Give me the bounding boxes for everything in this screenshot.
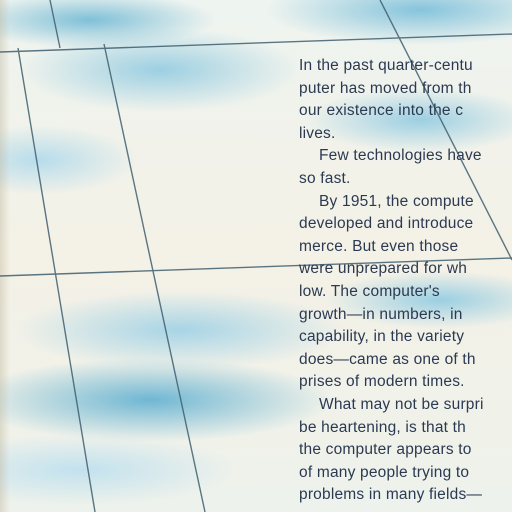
text-line: lives. [299, 124, 336, 142]
text-line: low. The computer's [299, 282, 440, 300]
text-line: capability, in the variety [299, 328, 465, 346]
text-line: Few technologies have [319, 147, 482, 165]
paragraph-1 [299, 55, 512, 145]
text-line: By 1951, the compute [319, 192, 474, 210]
text-line: merce. But even those [299, 237, 459, 255]
grid-line-vertical-2 [104, 44, 205, 512]
text-line: the computer appears to [299, 441, 472, 459]
text-line: be heartening, is that th [299, 418, 467, 436]
grid-line-vertical-3 [50, 0, 60, 48]
text-line: were unprepared for wh [299, 260, 468, 278]
paragraph-2 [299, 145, 512, 190]
text-line: problems in many fields— [299, 486, 483, 504]
text-line: growth—in numbers, in [299, 305, 463, 323]
paragraph-3 [299, 191, 512, 394]
text-line: does—came as one of th [299, 350, 476, 368]
text-line: our existence into the c [299, 102, 464, 120]
text-line: so fast. [299, 169, 351, 187]
text-line: prises of modern times. [299, 373, 465, 391]
text-line: developed and introduce [299, 215, 474, 233]
text-line: of many people trying to [299, 463, 470, 481]
grid-line-top [0, 34, 512, 52]
article-text [299, 55, 512, 507]
grid-line-vertical-1 [18, 48, 95, 512]
text-line: puter has moved from th [299, 79, 472, 97]
text-line: In the past quarter-centu [299, 57, 473, 74]
text-line: What may not be surpri [319, 395, 484, 413]
paragraph-4 [299, 394, 512, 507]
